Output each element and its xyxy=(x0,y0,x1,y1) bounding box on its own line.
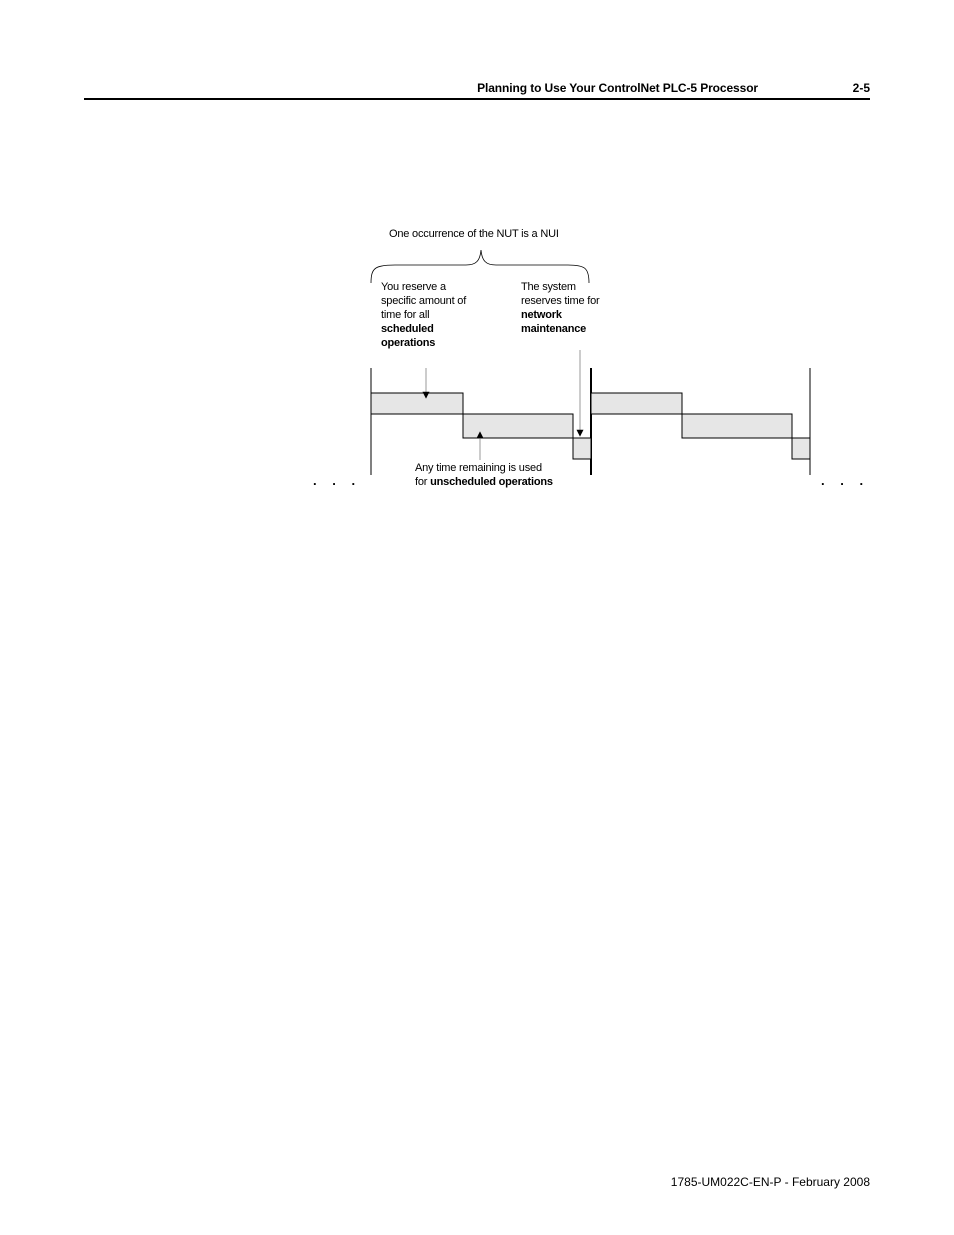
ellipsis-left: . . . xyxy=(313,473,362,488)
maintenance-note xyxy=(521,280,601,336)
maintenance-block-1 xyxy=(573,438,591,459)
nui-brace xyxy=(371,250,589,283)
timing-diagram-svg xyxy=(0,0,954,520)
scheduled-note-bold: scheduled operations xyxy=(381,323,436,349)
unscheduled-note-prefix: for xyxy=(415,476,428,488)
scheduled-note-text: You reserve a specific amount of time for all xyxy=(381,281,467,321)
unscheduled-note-bold: unscheduled operations xyxy=(430,476,553,488)
unscheduled-note-line1: Any time remaining is used xyxy=(415,462,542,474)
maintenance-note-text: The system reserves time for xyxy=(521,281,600,307)
running-header-title: Planning to Use Your ControlNet PLC-5 Processor xyxy=(477,81,758,95)
brace-label: One occurrence of the NUT is a NUI xyxy=(389,228,559,240)
scheduled-note xyxy=(381,280,481,350)
scheduled-block-1 xyxy=(371,393,463,414)
scheduled-block-2 xyxy=(591,393,682,414)
nut-timing-diagram xyxy=(0,0,954,520)
maintenance-note-bold: network maintenance xyxy=(521,309,587,335)
maintenance-block-2 xyxy=(792,438,810,459)
unscheduled-block-2 xyxy=(682,414,792,438)
ellipsis-right: . . . xyxy=(821,473,870,488)
unscheduled-note xyxy=(415,461,553,489)
page-number: 2-5 xyxy=(852,81,870,95)
footer-doc-id: 1785-UM022C-EN-P - February 2008 xyxy=(670,1175,870,1189)
